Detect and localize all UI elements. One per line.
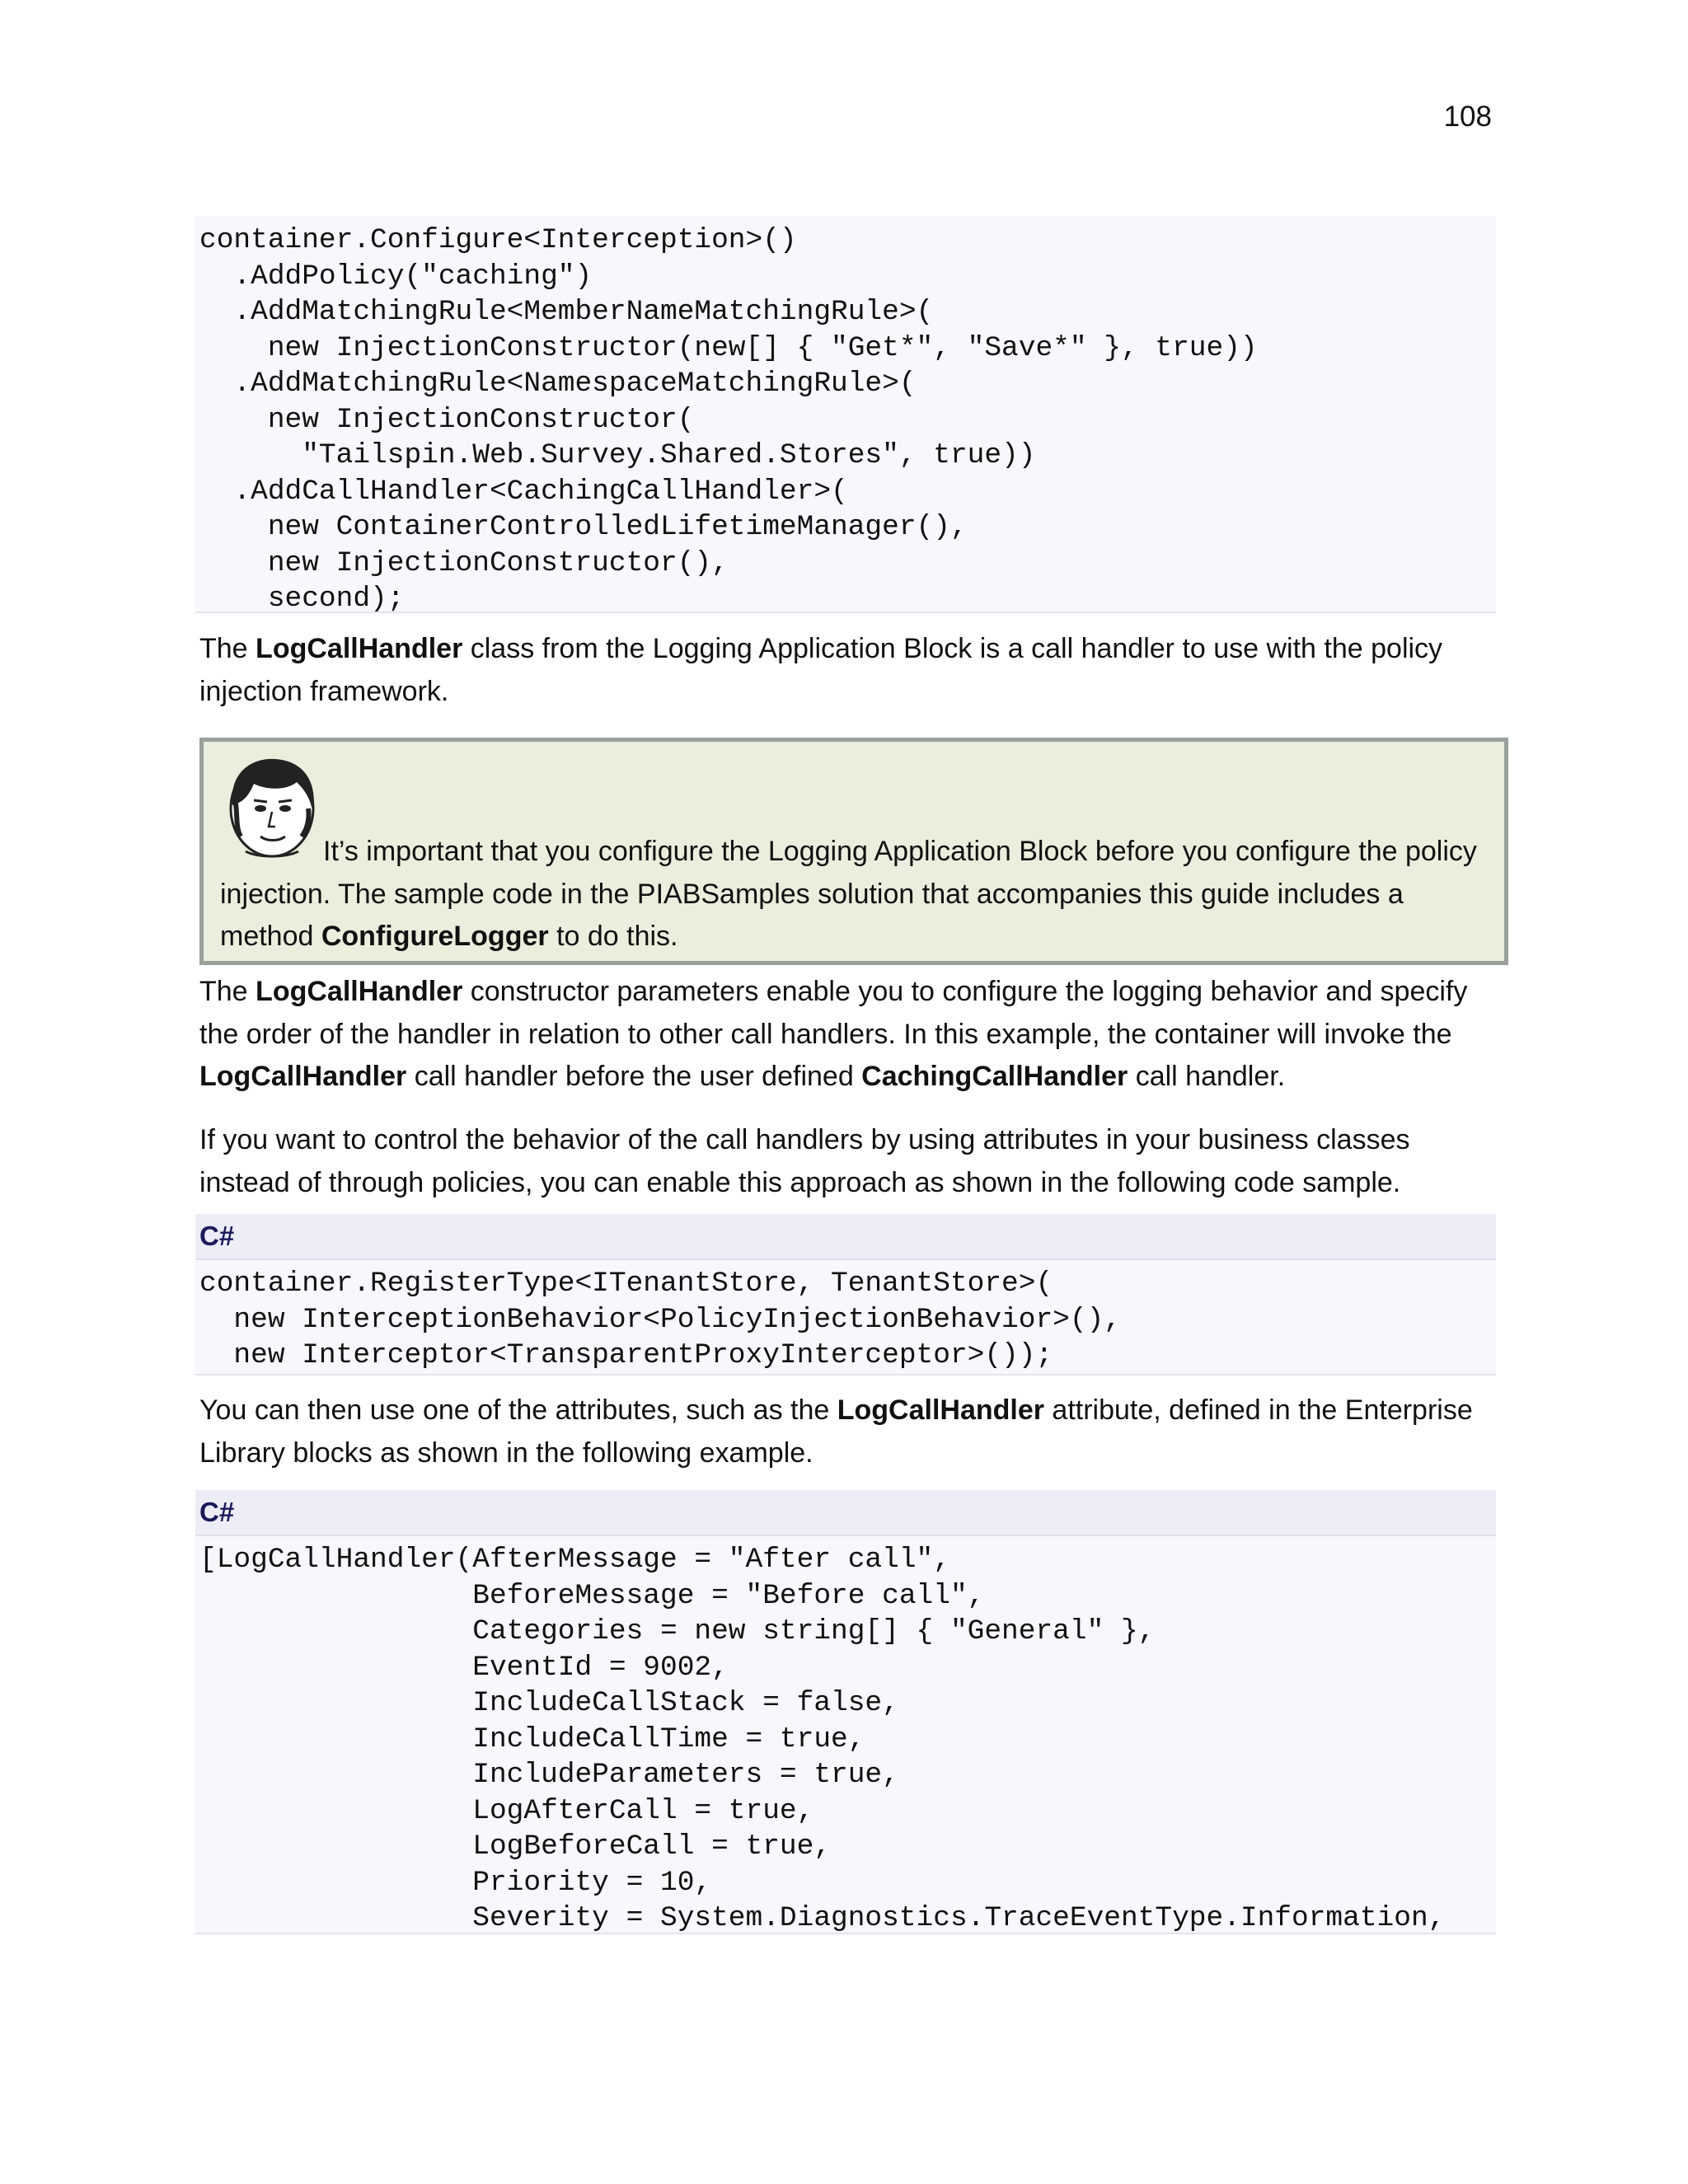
code-block-register-type <box>195 1260 1496 1376</box>
code-line: .AddMatchingRule<MemberNameMatchingRule>( <box>199 296 934 328</box>
code-line: [LogCallHandler(AfterMessage = "After call", <box>199 1544 950 1576</box>
paragraph-attributes-approach: If you want to control the behavior of the call handlers by using attributes in your business classes instead of through policies, you can enable this approach as shown in the following code sample. <box>199 1124 1410 1198</box>
code-line: second); <box>199 583 405 615</box>
class-name: LogCallHandler <box>837 1394 1044 1426</box>
code-language-label: C# <box>195 1490 1496 1536</box>
code-line: container.RegisterType<ITenantStore, TenantStore>( <box>199 1268 1053 1300</box>
class-name: CachingCallHandler <box>861 1061 1128 1092</box>
note-text: It’s important that you configure the Logging Application Block before you configure the policy injection. The sample code in the PIABSamples solution that accompanies this guide includes a method ConfigureLogger to do this. <box>220 836 1477 952</box>
code-line: new InjectionConstructor(new[] { "Get*", "Save*" }, true)) <box>199 331 1258 364</box>
class-name: LogCallHandler <box>256 976 463 1007</box>
code-line: .AddCallHandler<CachingCallHandler>( <box>199 475 848 508</box>
code-line: .AddMatchingRule<NamespaceMatchingRule>( <box>199 368 917 400</box>
code-listing <box>195 223 1496 617</box>
code-line: LogBeforeCall = true, <box>199 1830 832 1863</box>
code-line: new InjectionConstructor( <box>199 403 695 436</box>
code-line: new InjectionConstructor(), <box>199 546 729 579</box>
code-line: container.Configure<Interception>() <box>199 224 797 256</box>
page-number: 108 <box>1443 101 1492 133</box>
code-line: IncludeCallTime = true, <box>199 1722 865 1755</box>
code-line: IncludeCallStack = false, <box>199 1687 899 1719</box>
code-line: IncludeParameters = true, <box>199 1759 899 1791</box>
code-line: new ContainerControlledLifetimeManager(), <box>199 511 968 543</box>
note-callout <box>199 738 1508 965</box>
code-line: new InterceptionBehavior<PolicyInjectionBehavior>(), <box>199 1303 1121 1336</box>
paragraph-logcallhandler-intro: The LogCallHandler class from the Logging Application Block is a call handler to use with the policy injection framework. <box>199 633 1443 707</box>
code-listing <box>195 1266 1496 1374</box>
code-language-label: C# <box>195 1214 1496 1260</box>
code-line: BeforeMessage = "Before call", <box>199 1579 985 1612</box>
code-block-interception-policy <box>195 216 1496 613</box>
code-line: .AddPolicy("caching") <box>199 260 593 293</box>
class-name: LogCallHandler <box>256 633 463 664</box>
code-block-logcallhandler-attribute <box>195 1536 1496 1934</box>
code-line: Severity = System.Diagnostics.TraceEventType.Information, <box>199 1902 1446 1934</box>
class-name: LogCallHandler <box>199 1061 407 1092</box>
code-line: EventId = 9002, <box>199 1651 729 1684</box>
code-line: Priority = 10, <box>199 1866 712 1899</box>
code-line: "Tailspin.Web.Survey.Shared.Stores", true)) <box>199 439 1036 471</box>
paragraph-constructor-params: The LogCallHandler constructor parameters enable you to configure the logging behavior and specify the order of the handler in relation to other call handlers. In this example, the container will invoke the LogCallHandler call handler before the user defined CachingCallHandler call handler. <box>199 976 1468 1092</box>
paragraph-attribute-example: You can then use one of the attributes, such as the LogCallHandler attribute, defined in the Enterprise Library blocks as shown in the following example. <box>199 1394 1473 1469</box>
code-line: Categories = new string[] { "General" }, <box>199 1615 1156 1647</box>
method-name: ConfigureLogger <box>321 921 549 952</box>
code-listing <box>195 1542 1496 1937</box>
code-line: new Interceptor<TransparentProxyInterceptor>()); <box>199 1339 1053 1371</box>
code-line: LogAfterCall = true, <box>199 1794 814 1827</box>
